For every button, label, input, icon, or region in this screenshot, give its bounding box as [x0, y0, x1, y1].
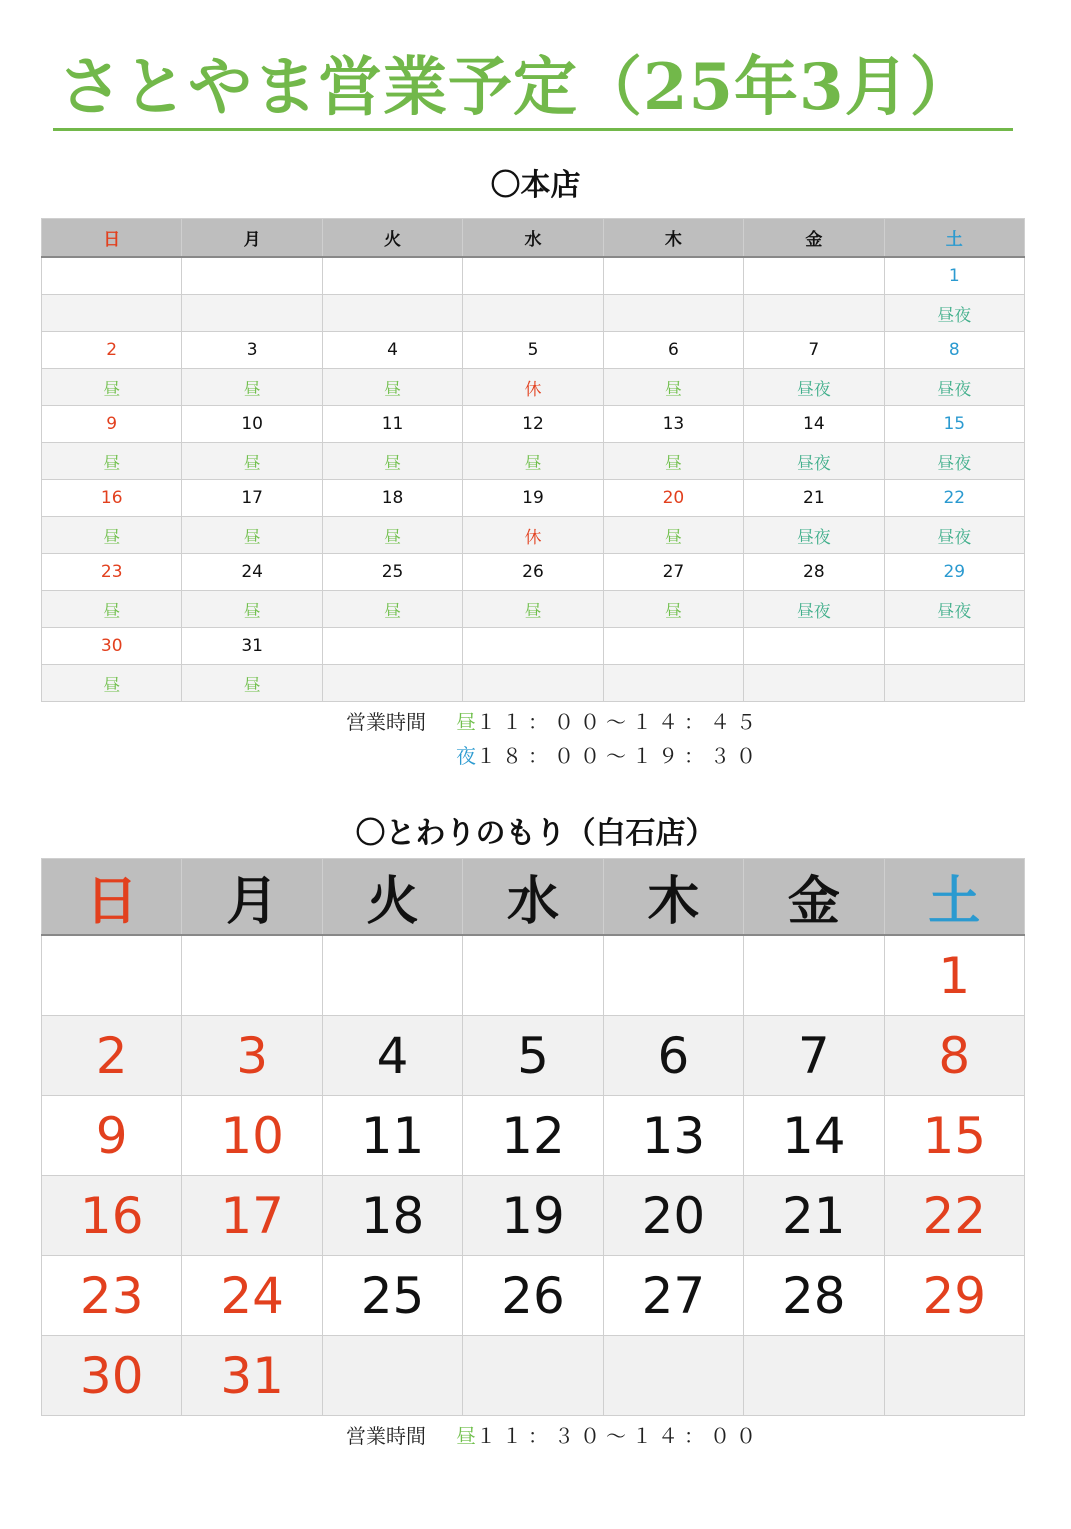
date-cell: 3	[182, 1016, 322, 1096]
service-cell: 昼	[182, 591, 322, 628]
service-cell: 昼	[322, 517, 462, 554]
week-row	[42, 1016, 1025, 1096]
date-row	[42, 554, 1025, 591]
date-cell: 13	[603, 1096, 743, 1176]
date-cell: 4	[322, 1016, 462, 1096]
date-cell: 29	[884, 554, 1024, 591]
service-cell	[42, 295, 182, 332]
date-cell: 12	[463, 1096, 603, 1176]
date-cell	[744, 1336, 884, 1416]
date-cell	[744, 935, 884, 1016]
date-cell: 22	[884, 480, 1024, 517]
date-cell	[182, 935, 322, 1016]
weekday-fri: 金	[744, 859, 884, 936]
title-underline	[53, 128, 1013, 131]
date-cell	[603, 257, 743, 295]
date-cell: 28	[744, 554, 884, 591]
date-cell: 26	[463, 1256, 603, 1336]
weekday-thu: 木	[603, 859, 743, 936]
service-cell	[884, 665, 1024, 702]
date-cell: 21	[744, 1176, 884, 1256]
date-cell	[603, 628, 743, 665]
service-cell: 昼	[603, 517, 743, 554]
lunch-mark: 昼	[456, 1424, 476, 1448]
week-row	[42, 1096, 1025, 1176]
date-cell	[744, 257, 884, 295]
date-cell: 14	[744, 1096, 884, 1176]
service-cell: 休	[463, 369, 603, 406]
date-cell	[463, 935, 603, 1016]
date-cell: 6	[603, 332, 743, 369]
service-cell: 昼	[182, 665, 322, 702]
date-cell: 2	[42, 332, 182, 369]
date-cell: 8	[884, 332, 1024, 369]
service-cell: 昼	[42, 369, 182, 406]
service-cell: 昼	[182, 369, 322, 406]
service-cell: 昼	[42, 665, 182, 702]
date-cell: 21	[744, 480, 884, 517]
week-row	[42, 1336, 1025, 1416]
weekday-sun: 日	[42, 219, 182, 258]
service-cell	[322, 295, 462, 332]
date-cell	[182, 257, 322, 295]
service-cell: 昼夜	[744, 443, 884, 480]
date-cell: 4	[322, 332, 462, 369]
service-cell	[603, 665, 743, 702]
weekday-header-row	[42, 219, 1025, 258]
date-row	[42, 257, 1025, 295]
service-cell	[463, 295, 603, 332]
weekday-mon: 月	[182, 219, 322, 258]
date-cell: 27	[603, 554, 743, 591]
weekday-wed: 水	[463, 219, 603, 258]
honten-calendar	[41, 218, 1025, 702]
date-row	[42, 480, 1025, 517]
date-cell: 17	[182, 1176, 322, 1256]
date-cell	[603, 935, 743, 1016]
date-cell: 24	[182, 1256, 322, 1336]
lunch-mark: 昼	[456, 710, 476, 734]
night-time: １８：００〜１９：３０	[476, 744, 762, 768]
week-row	[42, 935, 1025, 1016]
service-cell: 昼	[182, 443, 322, 480]
date-cell: 17	[182, 480, 322, 517]
honten-hours-lunch	[346, 706, 762, 735]
date-cell: 8	[884, 1016, 1024, 1096]
service-cell: 昼夜	[884, 443, 1024, 480]
date-cell: 25	[322, 1256, 462, 1336]
date-cell: 24	[182, 554, 322, 591]
service-cell: 昼	[322, 369, 462, 406]
service-row	[42, 665, 1025, 702]
towari-calendar	[41, 858, 1025, 1416]
honten-heading: 〇本店	[490, 168, 581, 203]
night-mark: 夜	[456, 744, 476, 768]
hours-label: 営業時間	[346, 1424, 426, 1448]
week-row	[42, 1176, 1025, 1256]
date-cell: 23	[42, 554, 182, 591]
date-cell: 31	[182, 628, 322, 665]
date-cell: 7	[744, 1016, 884, 1096]
date-cell: 16	[42, 1176, 182, 1256]
date-cell: 15	[884, 406, 1024, 443]
date-cell: 13	[603, 406, 743, 443]
date-cell: 11	[322, 406, 462, 443]
hours-label: 営業時間	[346, 710, 426, 734]
service-cell	[463, 665, 603, 702]
date-cell: 10	[182, 406, 322, 443]
date-cell: 27	[603, 1256, 743, 1336]
service-cell: 昼	[603, 443, 743, 480]
date-cell: 15	[884, 1096, 1024, 1176]
date-cell: 30	[42, 1336, 182, 1416]
date-cell	[603, 1336, 743, 1416]
date-row	[42, 406, 1025, 443]
date-cell: 5	[463, 1016, 603, 1096]
service-row	[42, 517, 1025, 554]
service-cell: 昼夜	[884, 295, 1024, 332]
service-cell: 昼夜	[884, 369, 1024, 406]
date-cell: 7	[744, 332, 884, 369]
date-cell: 9	[42, 406, 182, 443]
date-cell	[463, 1336, 603, 1416]
service-cell: 昼	[182, 517, 322, 554]
date-cell: 12	[463, 406, 603, 443]
date-cell: 20	[603, 480, 743, 517]
service-cell: 昼	[322, 591, 462, 628]
date-cell: 20	[603, 1176, 743, 1256]
service-cell	[322, 665, 462, 702]
date-cell	[884, 1336, 1024, 1416]
week-row	[42, 1256, 1025, 1336]
date-cell: 1	[884, 257, 1024, 295]
date-cell	[884, 628, 1024, 665]
service-cell: 昼	[42, 517, 182, 554]
service-cell	[182, 295, 322, 332]
page-title: さとやま営業予定（25年3月）	[58, 50, 975, 125]
date-row	[42, 332, 1025, 369]
service-cell: 昼	[463, 443, 603, 480]
towari-heading: 〇とわりのもり（白石店）	[355, 816, 716, 851]
date-cell: 19	[463, 480, 603, 517]
date-cell: 22	[884, 1176, 1024, 1256]
date-cell: 5	[463, 332, 603, 369]
service-row	[42, 295, 1025, 332]
service-cell: 昼	[603, 369, 743, 406]
date-cell: 23	[42, 1256, 182, 1336]
service-cell: 昼	[42, 591, 182, 628]
date-cell: 9	[42, 1096, 182, 1176]
service-cell: 昼	[603, 591, 743, 628]
weekday-header-row	[42, 859, 1025, 936]
date-cell: 2	[42, 1016, 182, 1096]
service-cell	[744, 295, 884, 332]
date-cell: 29	[884, 1256, 1024, 1336]
weekday-sat: 土	[884, 859, 1024, 936]
service-cell: 昼	[463, 591, 603, 628]
weekday-sat: 土	[884, 219, 1024, 258]
date-cell: 30	[42, 628, 182, 665]
date-cell: 16	[42, 480, 182, 517]
date-cell: 1	[884, 935, 1024, 1016]
service-row	[42, 591, 1025, 628]
service-cell	[603, 295, 743, 332]
towari-hours-lunch	[346, 1420, 762, 1449]
service-cell: 昼	[42, 443, 182, 480]
weekday-tue: 火	[322, 219, 462, 258]
date-cell: 26	[463, 554, 603, 591]
lunch-time: １１：３０〜１４：００	[476, 1424, 762, 1448]
date-cell	[322, 257, 462, 295]
weekday-fri: 金	[744, 219, 884, 258]
date-cell	[42, 257, 182, 295]
weekday-mon: 月	[182, 859, 322, 936]
date-cell: 3	[182, 332, 322, 369]
lunch-time: １１：００〜１４：４５	[476, 710, 762, 734]
service-cell: 昼夜	[884, 591, 1024, 628]
date-cell: 14	[744, 406, 884, 443]
weekday-thu: 木	[603, 219, 743, 258]
service-cell: 昼夜	[744, 517, 884, 554]
date-cell: 25	[322, 554, 462, 591]
service-cell: 昼	[322, 443, 462, 480]
service-cell: 昼夜	[744, 591, 884, 628]
date-cell: 11	[322, 1096, 462, 1176]
date-cell: 19	[463, 1176, 603, 1256]
date-cell	[463, 628, 603, 665]
date-cell: 18	[322, 480, 462, 517]
date-cell	[744, 628, 884, 665]
date-cell: 18	[322, 1176, 462, 1256]
weekday-sun: 日	[42, 859, 182, 936]
weekday-tue: 火	[322, 859, 462, 936]
service-row	[42, 443, 1025, 480]
service-cell	[744, 665, 884, 702]
service-cell: 昼夜	[744, 369, 884, 406]
date-cell	[322, 935, 462, 1016]
service-row	[42, 369, 1025, 406]
date-cell	[42, 935, 182, 1016]
weekday-wed: 水	[463, 859, 603, 936]
date-cell	[463, 257, 603, 295]
date-row	[42, 628, 1025, 665]
service-cell: 休	[463, 517, 603, 554]
date-cell: 31	[182, 1336, 322, 1416]
date-cell: 6	[603, 1016, 743, 1096]
date-cell	[322, 628, 462, 665]
date-cell: 10	[182, 1096, 322, 1176]
date-cell: 28	[744, 1256, 884, 1336]
date-cell	[322, 1336, 462, 1416]
honten-hours-night	[456, 740, 762, 769]
service-cell: 昼夜	[884, 517, 1024, 554]
